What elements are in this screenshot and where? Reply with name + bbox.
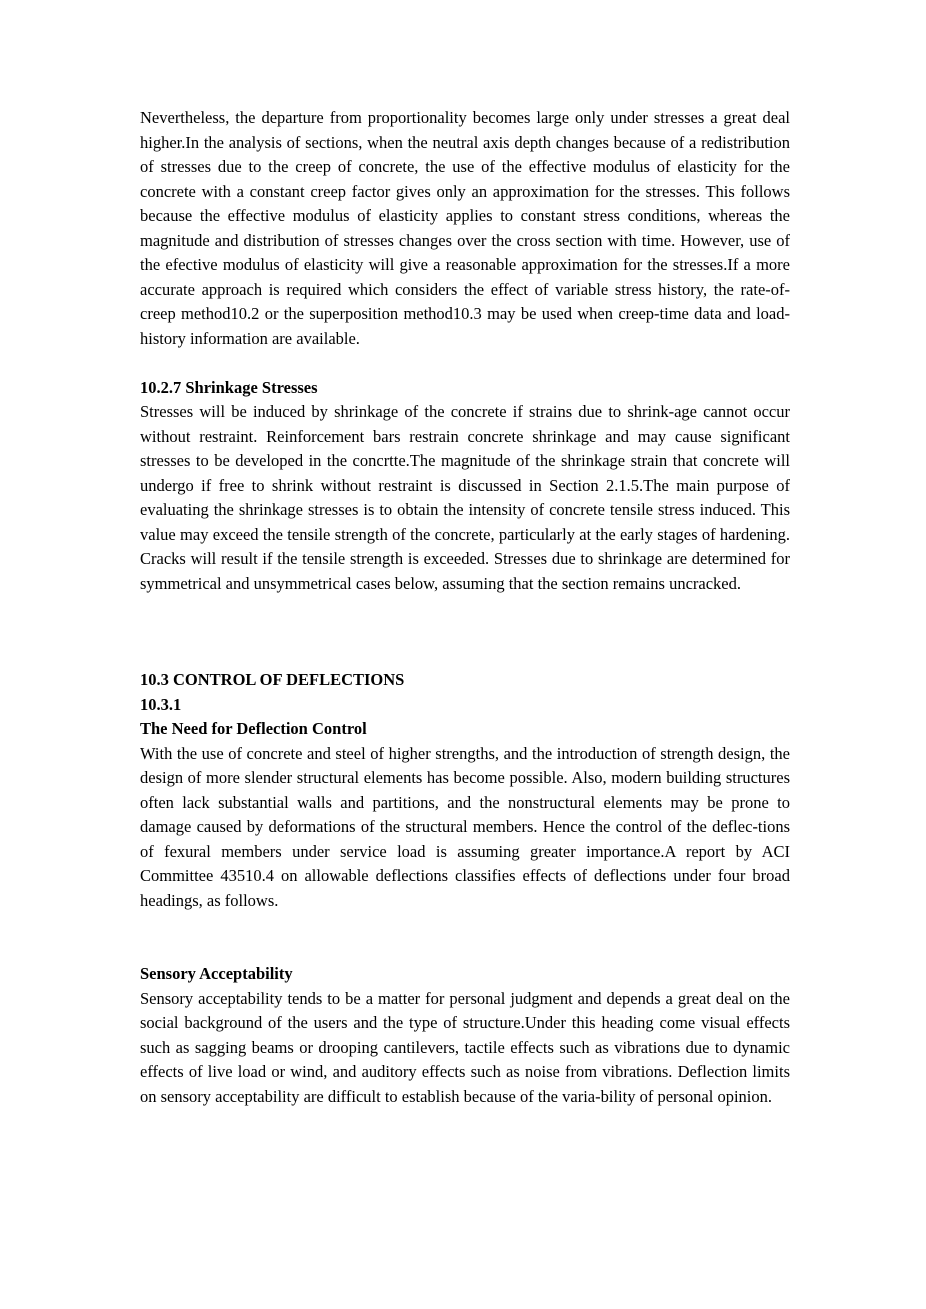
paragraph-creep-modulus: Nevertheless, the departure from proportionality becomes large only under stresses a great deal higher.In the analysis of sections, when the neutral axis depth changes because of a redistribution of stresses due to the creep of concrete, the use of the effective modulus of elasticity for the concrete with a constant creep factor gives only an approximation for the stresses. This follows because the effective modulus of elasticity applies to constant stress conditions, whereas the magnitude and distribution of stresses changes over the cross section with time. However, use of the efective modulus of elasticity will give a reasonable approximation for the stresses.If a more accurate approach is required which considers the effect of variable stress history, the rate-of-creep method10.2 or the superposition method10.3 may be used when creep-time data and load-history information are available. [140, 108, 790, 348]
paragraph-sensory-acceptability: Sensory acceptability tends to be a matter for personal judgment and depends a great deal on the social background of the users and the type of structure.Under this heading come visual effects such as sagging beams or drooping cantilevers, tactile effects such as vibrations due to dynamic effects of live load or wind, and auditory effects such as noise from vibrations. Deflection limits on sensory acceptability are difficult to establish because of the varia-bility of personal opinion. [140, 988, 790, 1106]
section-heading-sensory-acceptability: Sensory Acceptability [140, 964, 293, 983]
paragraph-deflection-control: With the use of concrete and steel of higher strengths, and the introduction of strength design, the design of more slender structural elements has become possible. Also, modern building structures often lack substantial walls and partitions, and the nonstructural elements may be prone to damage caused by deformations of the structural members. Hence the control of the deflec-tions of fexural members under service load is assuming greater importance.A report by ACI Committee 43510.4 on allowable deflections classifies effects of deflections under four broad headings, as follows. [140, 743, 790, 910]
section-heading-shrinkage-stresses: 10.2.7 Shrinkage Stresses [140, 377, 318, 397]
section-heading-control-of-deflections: 10.3 CONTROL OF DEFLECTIONS [140, 670, 405, 689]
subsection-title-need-for-deflection-control: The Need for Deflection Control [140, 719, 367, 738]
subsection-number-10-3-1: 10.3.1 [140, 694, 182, 714]
paragraph-shrinkage-stresses: Stresses will be induced by shrinkage of the concrete if strains due to shrink-age cannot occur without restraint. Reinforcement bars restrain concrete shrinkage and may cause significant stresses to be developed in the concrtte.The magnitude of the shrinkage strain that concrete will undergo if free to shrink without restraint is discussed in Section 2.1.5.The main purpose of evaluating the shrinkage stresses is to obtain the intensity of concrete tensile stress induced. This value may exceed the tensile strength of the concrete, particularly at the early stages of hardening. Cracks will result if the tensile strength is exceeded. Stresses due to shrinkage are determined for symmetrical and unsymmetrical cases below, assuming that the section remains uncracked. [140, 402, 790, 593]
